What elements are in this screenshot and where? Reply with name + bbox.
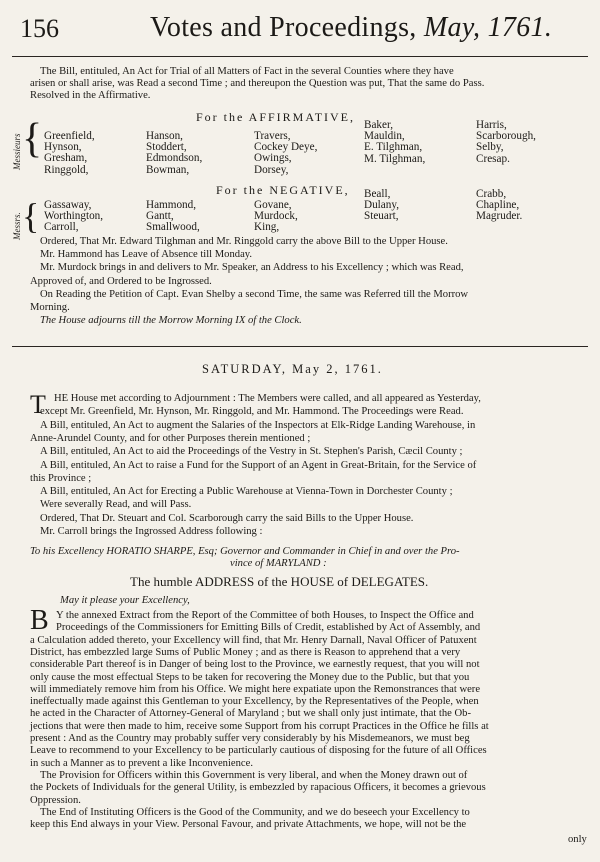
voter-name: Harris, [476,119,507,131]
text-line: a Calculation added thereto, your Excellency will find, that Mr. Henry Darnall, Naval Officer of Patuxent [30,634,477,646]
vote-column [254,200,298,234]
text-line: A Bill, entituled, An Act to raise a Fund for the Support of an Agent in Great-Britain, for the Service of [40,459,477,471]
saturday-dropcap: T [30,390,46,419]
voter-name: Owings, [254,152,292,165]
text-line: jections that were then made to him, receive some Support from his corrupt Practices in the Office he fills at [30,720,489,732]
text-line: he acted in the Character of Attorney-General of Maryland ; but we shall only just intimate, that the Ob- [30,708,471,720]
voter-name: E. Tilghman, [364,141,423,154]
text-line: keep this End always in your View. Personal Favour, and private Attachments, we hope, will not be the [30,819,467,831]
text-line: Approved of, and Ordered to be Ingrossed. [30,275,212,287]
text-line: The End of Instituting Officers is the Good of the Community, and we do beseech your Excellency to [40,806,470,818]
voter-name: Carroll, [44,221,79,234]
saturday-heading: SATURDAY, May 2, 1761. [202,362,383,376]
text-line: Mr. Murdock brings in and delivers to Mr. Speaker, an Address to his Excellency ; which was Read, [40,262,464,274]
voter-name: Murdock, [254,210,298,223]
text-line: Oppression. [30,794,81,806]
voter-name: Scarborough, [476,130,536,143]
vote-column [44,131,95,176]
voter-name: Hammond, [146,199,197,211]
voter-name: Dorsey, [254,163,289,176]
vote-column [44,200,103,234]
text-line: the Pockets of Individuals for the general Utility, is embezzled by rapacious Officers, it becomes a grievous [30,782,486,794]
text-line: only cause the most effectual Steps to be taken for recovering the Money due to the Public, but that you [30,671,470,683]
text-line: Mr. Carroll brings the Ingrossed Address following : [40,526,263,537]
voter-name: Ringgold, [44,163,89,176]
text-line: Were severally Read, and will Pass. [40,499,192,511]
voter-name: Hanson, [146,130,183,142]
text-line: in such a Manner as to prevent a like Inconvenience. [30,757,253,769]
voter-name: Cockey Deye, [254,141,318,154]
text-line: A Bill, entituled, An Act for Erecting a Public Warehouse at Vienna-Town in Dorchester County ; [40,486,453,498]
negative-heading: For the NEGATIVE, [216,183,350,197]
voter-name: Chapline, [476,199,520,212]
text-line: ineffectually made against this Gentleman to your Excellency, by the Representatives of the People, when [30,696,479,708]
voter-name: Beall, [364,188,391,200]
voter-name: Steuart, [364,210,399,223]
page-title [150,12,552,44]
address-title: The humble ADDRESS of the HOUSE of DELEGATES. [130,574,429,589]
header-rule [12,56,588,57]
voter-name: Cresap. [476,152,510,165]
text-line: A Bill, entituled, An Act to augment the Salaries of the Inspectors at Elk-Ridge Landing Warehouse, in [40,419,476,431]
text-line: except Mr. Greenfield, Mr. Hynson, Mr. Ringgold, and Mr. Hammond. The Proceedings were Read. [40,406,464,418]
vote-column [476,120,536,165]
voter-name: Gantt, [146,210,174,223]
voter-name: Bowman, [146,163,190,176]
text-line: will immediately remove him from his Office. We might here expatiate upon the Remonstrances that were [30,683,481,695]
text-line: Mr. Hammond has Leave of Absence till Monday. [40,249,253,261]
voter-name: Mauldin, [364,130,405,143]
address-to-line-1: To his Excellency HORATIO SHARPE, Esq; Governor and Commander in Chief in and over the Pro- [30,546,460,557]
address-salutation: May it please your Excellency, [60,595,190,606]
voter-name: Gassaway, [44,199,92,211]
voter-name: Magruder. [476,210,523,223]
affirmative-brace: { [22,116,43,162]
text-line: The Bill, entituled, An Act for Trial of all Matters of Fact in the several Counties where they have [40,66,454,77]
voter-name: Gresham, [44,152,88,165]
text-line: Ordered, That Mr. Edward Tilghman and Mr. Ringgold carry the above Bill to the Upper House. [40,236,448,247]
vote-column [476,189,522,223]
vote-column [364,189,399,223]
text-line: Morning. [30,302,70,313]
voter-name: Baker, [364,119,394,131]
affirmative-heading: For the AFFIRMATIVE, [196,110,356,124]
text-line: The House adjourns till the Morrow Morning IX of the Clock. [40,315,302,327]
voter-name: M. Tilghman, [364,152,426,165]
negative-brace: { [22,196,40,236]
voter-name: Worthington, [44,210,104,223]
text-line: On Reading the Petition of Capt. Evan Shelby a second Time, the same was Referred till the Morrow [40,288,469,300]
voter-name: Govane, [254,199,292,211]
text-line: Leave to recommend to your Excellency to be particularly cautious of disposing for the future of all Offices [30,745,487,757]
voter-name: Travers, [254,130,291,142]
text-line: A Bill, entituled, An Act to aid the Proceedings of the Vestry in St. Stephen's Parish, Cæcil County ; [40,446,463,458]
text-line: Ordered, That Dr. Steuart and Col. Scarborough carry the said Bills to the Upper House. [40,512,414,524]
voter-name: King, [254,221,280,234]
affirmative-side-label: Messieurs [12,133,22,170]
page-title-text: Votes and Proceedings, [150,12,417,43]
text-line: present : And as the Country may probably suffer very considerably by his Misdemeanors, we must beg [30,733,470,744]
voter-name: Edmondson, [146,152,203,165]
section-rule [12,346,588,347]
vote-column [364,120,425,165]
text-line: District, has embezzled large Sums of Public Money ; and as there is Reason to apprehend that a very [30,646,461,658]
voter-name: Crabb, [476,188,507,200]
negative-side-label: Messrs. [12,212,22,240]
voter-name: Hynson, [44,141,82,154]
text-line: Proceedings of the Commissioners for Emitting Bills of Credit, established by Act of Assembly, and [56,622,481,634]
text-line: Y the annexed Extract from the Report of the Committee of both Houses, to Inspect the Office and [56,610,474,621]
catchword: only [568,834,587,845]
text-line: HE House met according to Adjournment : The Members were called, and all appeared as Yesterday, [54,393,481,404]
text-line: arisen or shall arise, was Read a second Time ; and thereupon the Question was put, That the same do Pass. [30,78,485,89]
text-line: The Provision for Officers within this Government is very liberal, and when the Money drawn out of [40,769,468,781]
voter-name: Selby, [476,141,504,154]
text-line: Resolved in the Affirmative. [30,90,151,101]
text-line: Anne-Arundel County, and for other Purposes therein mentioned ; [30,432,311,444]
text-line: considerable Part thereof is in Danger of being lost to the Province, we earnestly request, that you will not [30,659,480,671]
vote-column [146,200,200,234]
page-number: 156 [20,14,59,43]
vote-column [146,131,202,176]
voter-name: Dulany, [364,199,400,212]
address-to-line-2: vince of MARYLAND : [230,558,327,569]
page-title-date: May, 1761. [423,12,553,43]
text-line: this Province ; [30,472,92,484]
voter-name: Smallwood, [146,221,200,234]
voter-name: Greenfield, [44,130,95,142]
voter-name: Stoddert, [146,141,187,154]
address-dropcap: B [30,605,49,636]
vote-column [254,131,317,176]
